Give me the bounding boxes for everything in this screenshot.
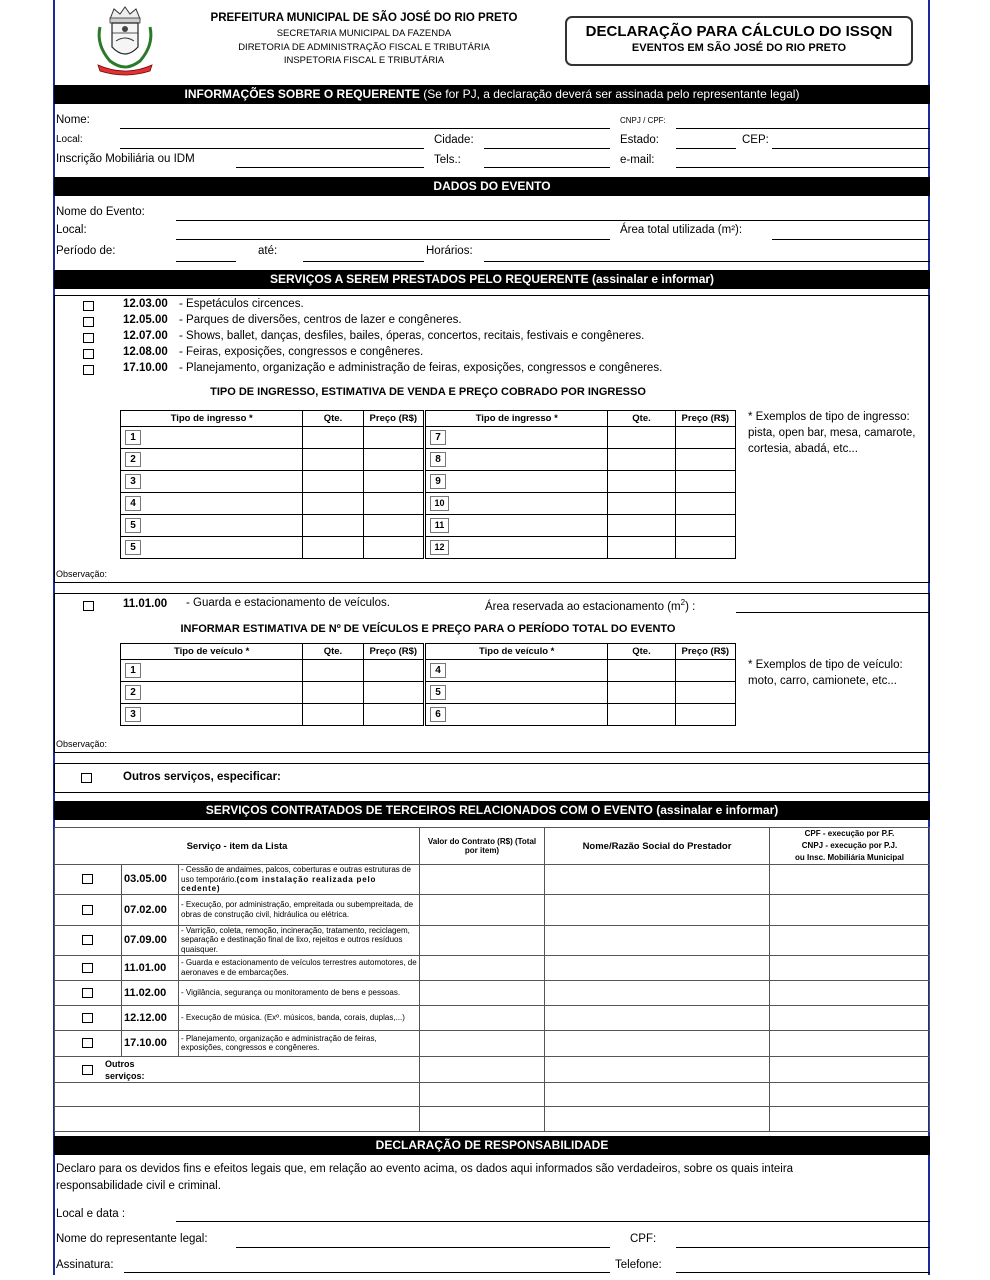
service-desc: - Parques de diversões, centros de lazer e congêneres. <box>179 314 462 326</box>
service-code: 12.08.00 <box>123 346 168 358</box>
input-cpf[interactable] <box>676 1247 930 1248</box>
service-code: 11.01.00 <box>123 598 168 610</box>
checkbox-terceiro-12-12[interactable] <box>82 1013 93 1023</box>
veiculos-table-left: Tipo de veículo * Qte. Preço (R$) 1 2 3 <box>120 643 424 726</box>
section-bar-terceiros: SERVIÇOS CONTRATADOS DE TERCEIROS RELACIONADOS COM O EVENTO (assinalar e informar) <box>54 801 930 820</box>
terceiros-table: Serviço - item da Lista Valor do Contrato (R$) (Total por item) Nome/Razão Social do Prestador CPF - execução por P.F. CNPJ - execução por P.J. ou Insc. Mobiliária Municipal 03.05.00 - Cessão de andaimes, palcos, coberturas e outras estruturas de uso temporário.(com instalação realizada pelo cedente) 07.02.00 - Execução, por administração, empreitada ou subempreitada, de obras de construção civil, hidráulica ou elétrica. 07.09.00 - Varrição, coleta, remoção, incineração, tratamento, reciclagem, separação e destinação final de lixo, rejeitos e outros resíduos quaisquer. 11.01.00 - Guarda e estacionamento de veículos terrestres automotores, de aeronaves e de embarcações. 11.02.00 - Vigilância, segurança ou monitoramento de bens e pessoas. 12.12.00 - Execução de música. (Exº. músicos, banda, corais, duplas,...) 17.10.00 - Planejamento, organização e administração de feiras, exposições, congressos e congêneres. Outros serviços: <box>54 827 930 1132</box>
checkbox-terceiro-07-02[interactable] <box>82 905 93 915</box>
checkbox-terceiro-outros[interactable] <box>82 1065 93 1075</box>
input-cidade[interactable] <box>484 148 610 149</box>
input-local-data[interactable] <box>176 1221 930 1222</box>
declaracao-text-line-1: Declaro para os devidos fins e efeitos legais que, em relação ao evento acima, os dados aqui informados são verdadeiros, sobre os quais inteira <box>56 1163 794 1175</box>
form-subtitle: EVENTOS EM SÃO JOSÉ DO RIO PRETO <box>631 42 847 54</box>
input-estado[interactable] <box>676 148 736 149</box>
org-name: PREFEITURA MUNICIPAL DE SÃO JOSÉ DO RIO PRETO <box>210 12 518 24</box>
section-bar-evento: DADOS DO EVENTO <box>54 177 930 196</box>
input-cnpj[interactable] <box>676 128 930 129</box>
checkbox-12-08[interactable] <box>83 349 94 359</box>
coat-of-arms-icon <box>92 5 158 77</box>
label-outros: Outros serviços, especificar: <box>123 771 281 783</box>
service-code: 12.03.00 <box>123 298 168 310</box>
declaracao-text-line-2: responsabilidade civil e criminal. <box>56 1180 221 1192</box>
service-code: 12.07.00 <box>123 330 168 342</box>
section-bar-declaracao: DECLARAÇÃO DE RESPONSABILIDADE <box>54 1136 930 1155</box>
label-cep: CEP: <box>742 134 769 146</box>
input-assinatura[interactable] <box>124 1272 610 1273</box>
checkbox-terceiro-07-09[interactable] <box>82 935 93 945</box>
form-title: DECLARAÇÃO PARA CÁLCULO DO ISSQN <box>585 23 893 40</box>
input-tels[interactable] <box>484 167 610 168</box>
service-code: 12.05.00 <box>123 314 168 326</box>
checkbox-12-05[interactable] <box>83 317 94 327</box>
label-local-evento: Local: <box>56 224 87 236</box>
org-line-2: DIRETORIA DE ADMINISTRAÇÃO FISCAL E TRIBUTÁRIA <box>238 42 490 53</box>
label-inscricao: Inscrição Mobiliária ou IDM <box>56 153 195 165</box>
veiculos-title: INFORMAR ESTIMATIVA DE Nº DE VEÍCULOS E PREÇO PARA O PERÍODO TOTAL DO EVENTO <box>180 623 676 635</box>
ingresso-exemplo: * Exemplos de tipo de ingresso: pista, open bar, mesa, camarote, cortesia, abadá, etc... <box>748 411 916 455</box>
veiculos-table-right: Tipo de veículo * Qte. Preço (R$) 4 5 6 <box>425 643 736 726</box>
input-inscricao[interactable] <box>236 167 424 168</box>
input-area-total[interactable] <box>772 239 930 240</box>
section-bar-servicos: SERVIÇOS A SEREM PRESTADOS PELO REQUERENTE (assinalar e informar) <box>54 270 930 289</box>
input-telefone[interactable] <box>676 1272 930 1273</box>
input-local[interactable] <box>120 148 424 149</box>
label-tels: Tels.: <box>434 154 461 166</box>
checkbox-terceiro-17-10[interactable] <box>82 1038 93 1048</box>
ingresso-table-left: Tipo de ingresso * Qte. Preço (R$) 1 2 3 4 5 5 <box>120 410 424 559</box>
label-assinatura: Assinatura: <box>56 1259 114 1271</box>
checkbox-12-07[interactable] <box>83 333 94 343</box>
checkbox-terceiro-11-02[interactable] <box>82 988 93 998</box>
input-area-estacionamento[interactable] <box>736 612 930 613</box>
label-local: Local: <box>56 134 83 145</box>
service-desc: - Shows, ballet, danças, desfiles, bailes, óperas, concertos, recitais, festivais e congêneres. <box>179 330 645 342</box>
checkbox-outros[interactable] <box>81 773 92 783</box>
label-observacao-veiculos: Observação: <box>56 739 108 749</box>
label-area-estacionamento: Área reservada ao estacionamento $(m^2)$ : <box>485 598 696 613</box>
org-line-1: SECRETARIA MUNICIPAL DA FAZENDA <box>276 28 452 39</box>
label-representante: Nome do representante legal: <box>56 1233 208 1245</box>
service-desc: - Espetáculos circences. <box>179 298 304 310</box>
label-cnpj: CNPJ / CPF: <box>620 116 666 125</box>
org-line-3: INSPETORIA FISCAL E TRIBUTÁRIA <box>283 55 445 66</box>
label-cidade: Cidade: <box>434 134 474 146</box>
input-nome-evento[interactable] <box>176 220 930 221</box>
label-horarios: Horários: <box>426 245 473 257</box>
label-area-total: Área total utilizada (m²): <box>620 224 743 236</box>
label-observacao-ingresso: Observação: <box>56 569 108 579</box>
ingresso-table-right: Tipo de ingresso * Qte. Preço (R$) 7 8 9 10 11 12 <box>425 410 736 559</box>
service-desc: - Feiras, exposições, congressos e congêneres. <box>179 346 424 358</box>
section-bar-requerente: INFORMAÇÕES SOBRE O REQUERENTE (Se for PJ, a declaração deverá ser assinada pelo representante legal) <box>54 85 930 104</box>
checkbox-terceiro-03-05[interactable] <box>82 874 93 884</box>
service-code: 17.10.00 <box>123 362 168 374</box>
checkbox-terceiro-11-01[interactable] <box>82 963 93 973</box>
input-nome[interactable] <box>120 128 610 129</box>
input-periodo-ate[interactable] <box>303 261 424 262</box>
label-telefone: Telefone: <box>615 1259 662 1271</box>
label-local-data: Local e data : <box>56 1208 126 1220</box>
label-ate: até: <box>258 245 278 257</box>
input-periodo-de[interactable] <box>176 261 236 262</box>
label-nome-evento: Nome do Evento: <box>56 206 145 218</box>
label-email: e-mail: <box>620 154 655 166</box>
input-local-evento[interactable] <box>176 239 610 240</box>
label-periodo: Período de: <box>56 245 116 257</box>
checkbox-12-03[interactable] <box>83 301 94 311</box>
checkbox-11-01[interactable] <box>83 601 94 611</box>
label-estado: Estado: <box>620 134 659 146</box>
ingresso-title: TIPO DE INGRESSO, ESTIMATIVA DE VENDA E PREÇO COBRADO POR INGRESSO <box>210 386 646 398</box>
checkbox-17-10[interactable] <box>83 365 94 375</box>
title-box <box>565 16 913 66</box>
input-representante[interactable] <box>236 1247 610 1248</box>
label-nome: Nome: <box>56 114 90 126</box>
label-cpf: CPF: <box>630 1233 657 1245</box>
input-horarios[interactable] <box>484 261 930 262</box>
service-desc: - Planejamento, organização e administração de feiras, exposições, congressos e congêneres. <box>179 362 663 374</box>
service-desc: - Guarda e estacionamento de veículos. <box>186 597 390 609</box>
input-cep[interactable] <box>772 148 930 149</box>
veiculos-exemplo: * Exemplos de tipo de veículo: moto, carro, camionete, etc... <box>748 659 903 687</box>
input-email[interactable] <box>676 167 930 168</box>
